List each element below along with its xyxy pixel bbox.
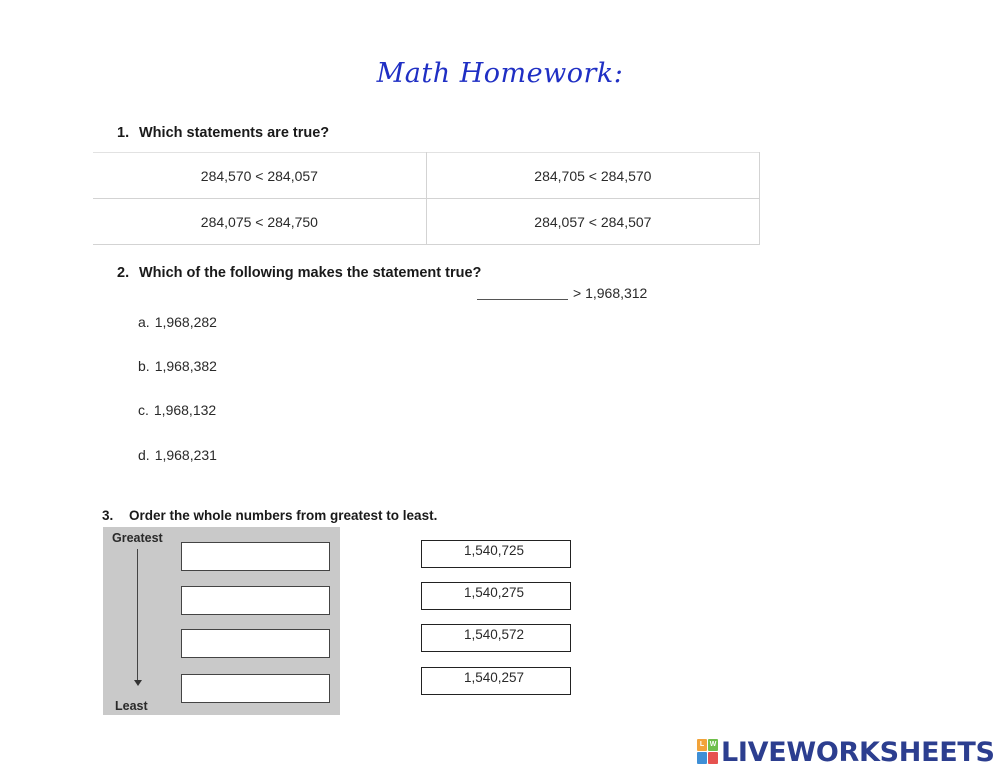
option-letter: b. [138, 358, 150, 374]
question-1-prompt: Which statements are true? [139, 125, 330, 141]
logo-tile: W [708, 739, 718, 751]
question-1-heading [117, 125, 329, 141]
option-letter: c. [138, 402, 149, 418]
page-title: Math Homework: [376, 58, 624, 89]
statements-table [93, 152, 760, 245]
option-letter: d. [138, 447, 150, 463]
option-value: 1,968,382 [154, 358, 217, 374]
order-slot-2[interactable] [181, 586, 330, 615]
logo-tile [708, 752, 718, 764]
least-label: Least [115, 699, 148, 713]
question-2-prompt: Which of the following makes the statement true? [139, 265, 482, 281]
logo-text: LIVEWORKSHEETS [721, 736, 995, 768]
question-3-number: 3. [102, 508, 114, 523]
question-3-prompt: Order the whole numbers from greatest to least. [129, 508, 438, 523]
question-2-number: 2. [117, 265, 130, 281]
arrow-head-icon [134, 680, 142, 686]
question-2-heading [117, 265, 481, 281]
down-arrow-icon [137, 549, 138, 681]
number-card[interactable] [421, 624, 571, 652]
option-c[interactable] [138, 402, 216, 418]
option-a[interactable] [138, 314, 217, 330]
number-card[interactable] [421, 667, 571, 695]
number-card-value: 1,540,257 [464, 670, 525, 685]
option-letter: a. [138, 314, 150, 330]
logo-icon [697, 739, 719, 765]
option-value: 1,968,282 [154, 314, 217, 330]
answer-blank[interactable] [477, 299, 568, 300]
table-row [93, 153, 760, 199]
order-slot-3[interactable] [181, 629, 330, 658]
number-card[interactable] [421, 540, 571, 568]
liveworksheets-logo[interactable] [697, 736, 995, 768]
question-1-number: 1. [117, 125, 130, 141]
statement-cell[interactable]: 284,057 < 284,507 [426, 199, 759, 245]
number-card[interactable] [421, 582, 571, 610]
logo-tile: L [697, 739, 707, 751]
order-slot-4[interactable] [181, 674, 330, 703]
option-d[interactable] [138, 447, 217, 463]
statement-cell[interactable]: 284,570 < 284,057 [93, 153, 426, 199]
statement-rhs: > 1,968,312 [573, 285, 648, 301]
number-card-value: 1,540,725 [464, 543, 525, 558]
question-3-heading [102, 508, 437, 523]
option-value: 1,968,132 [153, 402, 217, 418]
number-card-value: 1,540,572 [464, 627, 525, 642]
table-row [93, 199, 760, 245]
option-b[interactable] [138, 358, 217, 374]
logo-tile [697, 752, 707, 764]
statement-cell[interactable]: 284,075 < 284,750 [93, 199, 426, 245]
greatest-label: Greatest [112, 531, 163, 545]
option-value: 1,968,231 [154, 447, 217, 463]
order-slot-1[interactable] [181, 542, 330, 571]
number-card-value: 1,540,275 [464, 585, 525, 600]
statement-cell[interactable]: 284,705 < 284,570 [426, 153, 759, 199]
